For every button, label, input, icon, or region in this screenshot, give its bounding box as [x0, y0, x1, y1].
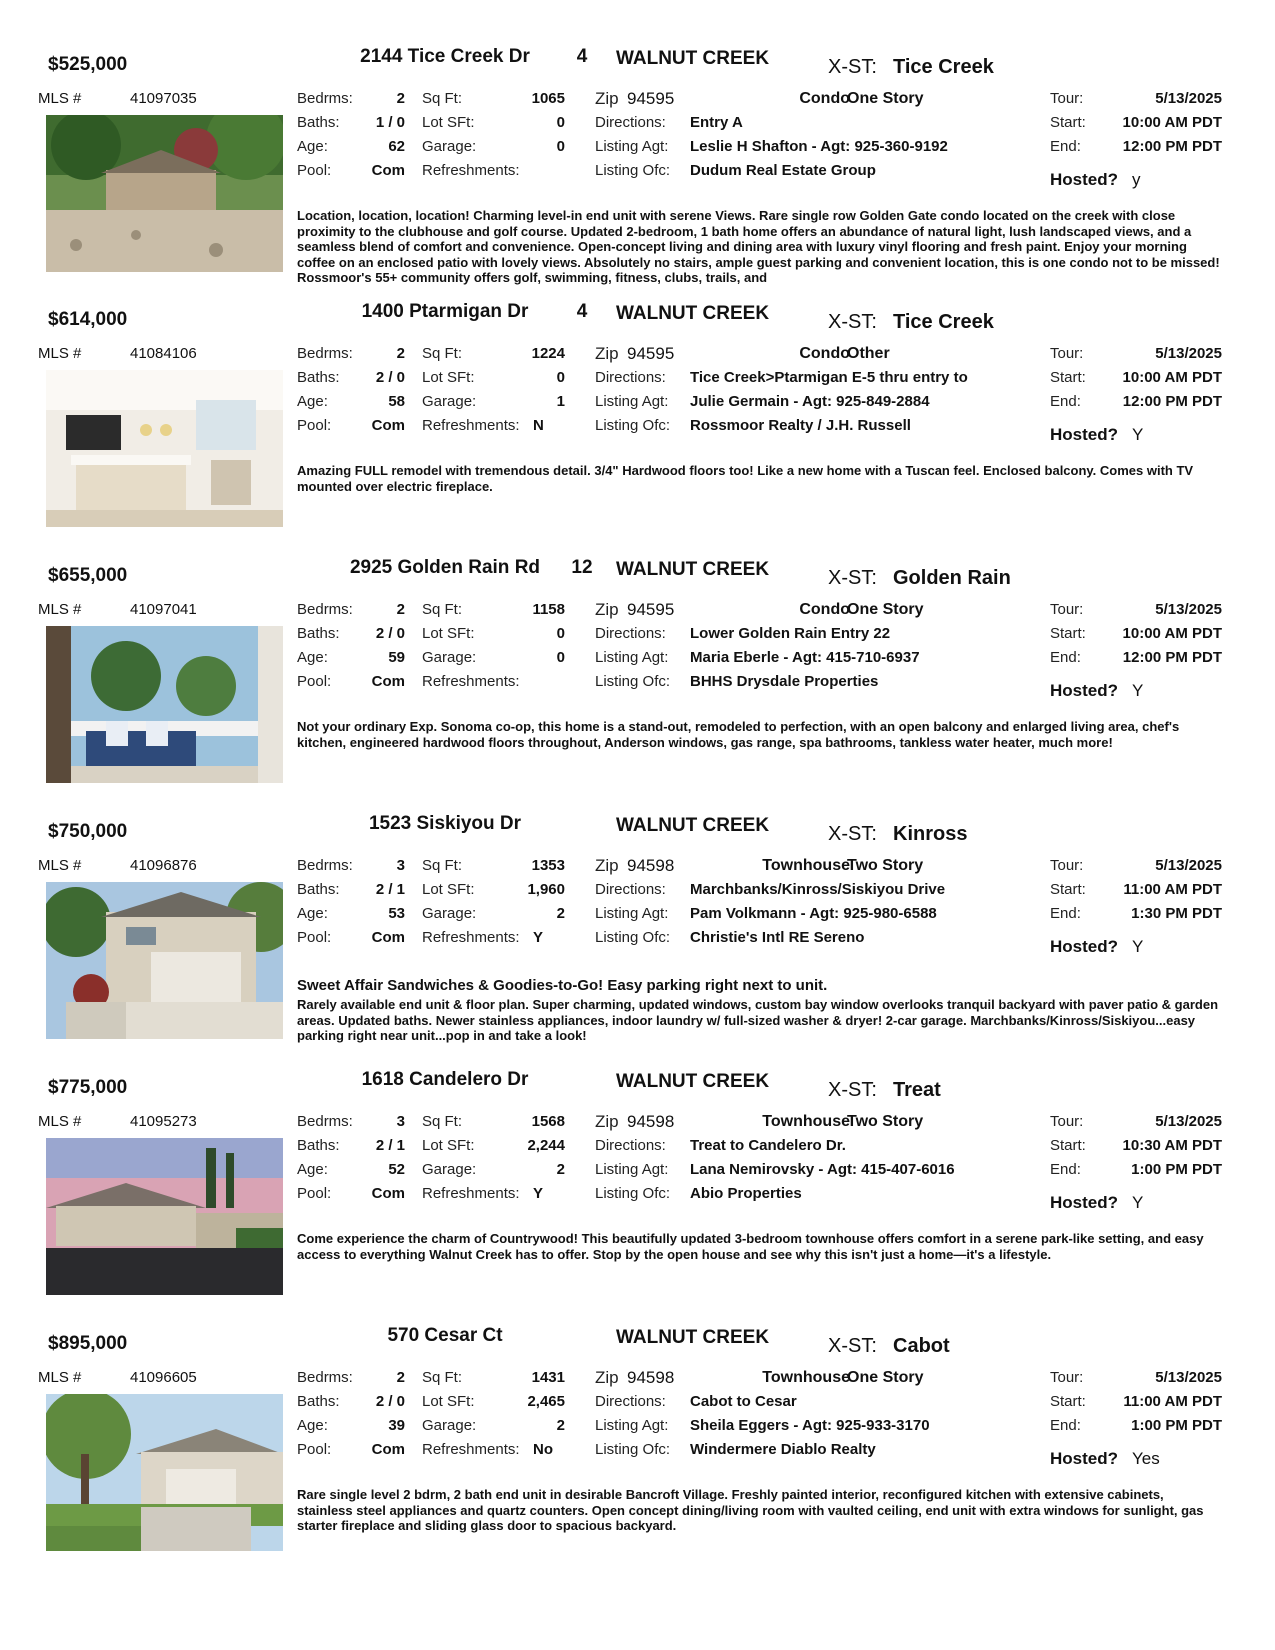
refreshments-value: Y	[533, 929, 544, 946]
pool-label: Pool:	[297, 673, 332, 690]
bedrooms-value: 3	[396, 1113, 405, 1130]
lot-sqft-value: 0	[556, 625, 565, 642]
listing-price: $525,000	[48, 54, 128, 75]
listing-agent-label: Listing Agt:	[595, 905, 669, 922]
lot-sqft-value: 2,244	[527, 1137, 565, 1154]
tour-date-label: Tour:	[1050, 345, 1084, 362]
tour-end-label: End:	[1050, 1417, 1081, 1434]
cross-street-label: X-ST:	[828, 567, 877, 589]
listing-unit: 4	[576, 301, 588, 322]
cross-street-value: Cabot	[893, 1335, 950, 1357]
listing-price: $655,000	[48, 565, 128, 586]
baths-label: Baths:	[297, 625, 340, 642]
property-style: Other	[847, 345, 890, 362]
cross-street-value: Golden Rain	[893, 567, 1011, 589]
lot-sqft-label: Lot SFt:	[422, 1137, 475, 1154]
tour-start-value: 10:00 AM PDT	[1122, 369, 1222, 386]
garage-value: 2	[556, 1161, 565, 1178]
garage-label: Garage:	[422, 138, 477, 155]
bedrooms-label: Bedrms:	[297, 1369, 353, 1386]
refreshments-value: No	[533, 1441, 553, 1458]
mls-number: 41097035	[130, 90, 197, 107]
listing-city: WALNUT CREEK	[616, 1327, 770, 1348]
garage-label: Garage:	[422, 393, 477, 410]
bedrooms-value: 2	[396, 345, 405, 362]
directions-value: Treat to Candelero Dr.	[690, 1137, 846, 1154]
baths-value: 2 / 0	[375, 369, 405, 386]
directions-value: Lower Golden Rain Entry 22	[690, 625, 891, 642]
age-value: 58	[388, 393, 405, 410]
directions-label: Directions:	[595, 625, 666, 642]
pool-value: Com	[371, 1185, 405, 1202]
listing-city: WALNUT CREEK	[616, 303, 770, 324]
listing-office-label: Listing Ofc:	[595, 1441, 671, 1458]
listing-card	[0, 30, 1275, 290]
tour-start-value: 11:00 AM PDT	[1123, 881, 1222, 898]
lot-sqft-label: Lot SFt:	[422, 625, 475, 642]
listing-price: $895,000	[48, 1333, 128, 1354]
pool-label: Pool:	[297, 417, 332, 434]
cross-street-label: X-ST:	[828, 1079, 877, 1101]
zip-value: 94598	[627, 1368, 675, 1387]
listing-card	[0, 541, 1275, 801]
hosted-label: Hosted?	[1050, 681, 1118, 700]
property-type: Condo	[799, 345, 850, 362]
tour-date-label: Tour:	[1050, 1113, 1084, 1130]
pool-value: Com	[371, 1441, 405, 1458]
hosted-value: Yes	[1132, 1449, 1160, 1468]
sqft-value: 1065	[531, 90, 565, 107]
bedrooms-value: 2	[396, 601, 405, 618]
baths-label: Baths:	[297, 114, 340, 131]
cross-street-label: X-ST:	[828, 311, 877, 333]
listing-office-value: Rossmoor Realty / J.H. Russell	[690, 417, 911, 434]
listing-office-value: Abio Properties	[690, 1185, 802, 1202]
property-style: One Story	[847, 1369, 924, 1386]
sqft-label: Sq Ft:	[422, 1113, 463, 1130]
listing-city: WALNUT CREEK	[616, 815, 770, 836]
cross-street-value: Tice Creek	[893, 56, 994, 78]
listing-agent-label: Listing Agt:	[595, 649, 669, 666]
listing-city: WALNUT CREEK	[616, 1071, 770, 1092]
listing-office-label: Listing Ofc:	[595, 417, 671, 434]
sqft-label: Sq Ft:	[422, 601, 463, 618]
zip-value: 94595	[627, 89, 675, 108]
listing-office-value: BHHS Drysdale Properties	[690, 673, 879, 690]
listing-address[interactable]: 2144 Tice Creek Dr	[360, 46, 530, 67]
refreshments-label: Refreshments:	[422, 1441, 520, 1458]
tour-end-label: End:	[1050, 1161, 1081, 1178]
tour-date-value: 5/13/2025	[1155, 1113, 1222, 1130]
property-style: Two Story	[847, 857, 924, 874]
tour-date-label: Tour:	[1050, 90, 1084, 107]
directions-label: Directions:	[595, 369, 666, 386]
listing-photo[interactable]	[46, 626, 283, 783]
baths-label: Baths:	[297, 1393, 340, 1410]
garage-label: Garage:	[422, 905, 477, 922]
refreshments-label: Refreshments:	[422, 673, 520, 690]
listing-office-label: Listing Ofc:	[595, 929, 671, 946]
baths-value: 2 / 1	[375, 1137, 405, 1154]
bedrooms-label: Bedrms:	[297, 345, 353, 362]
tour-date-value: 5/13/2025	[1155, 90, 1222, 107]
age-label: Age:	[297, 1161, 328, 1178]
property-style: Two Story	[847, 1113, 924, 1130]
garage-label: Garage:	[422, 1417, 477, 1434]
tour-end-label: End:	[1050, 905, 1081, 922]
listing-description: Rarely available end unit & floor plan. Super charming, updated windows, custom bay window overlooks tranquil backyard with paver patio & garden areas. Updated baths. Newer stainless appliances, indoor laundry w/ full-sized washer & dryer! 2-car garage. Marchbanks/Kinross/Siskiyou...easy parking right near unit...pop in and take a look!	[297, 997, 1219, 1043]
tour-start-value: 10:00 AM PDT	[1122, 114, 1222, 131]
listing-price: $614,000	[48, 309, 128, 330]
listing-card	[0, 797, 1275, 1057]
hosted-label: Hosted?	[1050, 1193, 1118, 1212]
listing-agent-value: Leslie H Shafton - Agt: 925-360-9192	[690, 138, 948, 155]
zip-label: Zip	[595, 89, 619, 108]
listing-address[interactable]: 1400 Ptarmigan Dr	[361, 301, 529, 322]
property-style: One Story	[847, 601, 924, 618]
refreshments-label: Refreshments:	[422, 929, 520, 946]
age-label: Age:	[297, 1417, 328, 1434]
cross-street-value: Treat	[893, 1079, 941, 1101]
mls-label: MLS #	[38, 1369, 82, 1386]
sqft-label: Sq Ft:	[422, 345, 463, 362]
mls-number: 41096605	[130, 1369, 197, 1386]
garage-label: Garage:	[422, 649, 477, 666]
listing-unit: 4	[576, 46, 588, 67]
baths-label: Baths:	[297, 369, 340, 386]
mls-number: 41095273	[130, 1113, 197, 1130]
listing-card	[0, 285, 1275, 545]
baths-value: 1 / 0	[375, 114, 405, 131]
age-value: 53	[388, 905, 405, 922]
zip-label: Zip	[595, 1112, 619, 1131]
lot-sqft-value: 0	[556, 369, 565, 386]
directions-value: Tice Creek>Ptarmigan E-5 thru entry to	[690, 369, 968, 386]
tour-start-value: 10:30 AM PDT	[1122, 1137, 1222, 1154]
listing-agent-label: Listing Agt:	[595, 138, 669, 155]
age-value: 39	[388, 1417, 405, 1434]
sqft-label: Sq Ft:	[422, 1369, 463, 1386]
sqft-value: 1353	[531, 857, 565, 874]
mls-label: MLS #	[38, 345, 82, 362]
cross-street-label: X-ST:	[828, 1335, 877, 1357]
listing-office-label: Listing Ofc:	[595, 162, 671, 179]
directions-label: Directions:	[595, 1393, 666, 1410]
listing-photo[interactable]	[46, 882, 283, 1039]
tour-start-value: 10:00 AM PDT	[1122, 625, 1222, 642]
hosted-label: Hosted?	[1050, 1449, 1118, 1468]
hosted-label: Hosted?	[1050, 170, 1118, 189]
hosted-value: Y	[1132, 937, 1144, 956]
sqft-value: 1431	[531, 1369, 565, 1386]
cross-street-value: Kinross	[893, 823, 968, 845]
sqft-value: 1568	[531, 1113, 565, 1130]
hosted-value: y	[1132, 170, 1141, 189]
listing-agent-label: Listing Agt:	[595, 1161, 669, 1178]
mls-label: MLS #	[38, 90, 82, 107]
tour-start-label: Start:	[1050, 625, 1086, 642]
listing-agent-value: Lana Nemirovsky - Agt: 415-407-6016	[690, 1161, 955, 1178]
property-style: One Story	[847, 90, 924, 107]
listing-description: Not your ordinary Exp. Sonoma co-op, this home is a stand-out, remodeled to perfection, with an open balcony and enlarged living area, chef's kitchen, engineered hardwood floors throughout, Anderson windows, gas range, spa bathrooms, tankless water heater, much more!	[297, 719, 1180, 750]
garage-value: 2	[556, 1417, 565, 1434]
directions-label: Directions:	[595, 881, 666, 898]
tour-start-label: Start:	[1050, 369, 1086, 386]
pool-value: Com	[371, 417, 405, 434]
listing-price: $750,000	[48, 821, 128, 842]
age-value: 59	[388, 649, 405, 666]
listing-card	[0, 1309, 1275, 1569]
bedrooms-label: Bedrms:	[297, 601, 353, 618]
tour-date-value: 5/13/2025	[1155, 345, 1222, 362]
tour-end-value: 12:00 PM PDT	[1122, 138, 1222, 155]
bedrooms-value: 3	[396, 857, 405, 874]
tour-end-value: 12:00 PM PDT	[1122, 649, 1222, 666]
tour-end-value: 1:00 PM PDT	[1131, 1417, 1222, 1434]
cross-street-label: X-ST:	[828, 56, 877, 78]
tour-end-label: End:	[1050, 138, 1081, 155]
property-type: Townhouse	[762, 857, 850, 874]
lot-sqft-value: 0	[556, 114, 565, 131]
mls-label: MLS #	[38, 857, 82, 874]
garage-value: 0	[556, 138, 565, 155]
listing-city: WALNUT CREEK	[616, 48, 770, 69]
tour-end-value: 1:00 PM PDT	[1131, 1161, 1222, 1178]
tour-date-value: 5/13/2025	[1155, 601, 1222, 618]
hosted-label: Hosted?	[1050, 425, 1118, 444]
hosted-value: Y	[1132, 1193, 1144, 1212]
cross-street-label: X-ST:	[828, 823, 877, 845]
listing-description: Amazing FULL remodel with tremendous detail. 3/4" Hardwood floors too! Like a new home with a Tuscan feel. Enclosed balcony. Comes with TV mounted over electric fireplace.	[297, 463, 1194, 494]
zip-value: 94598	[627, 1112, 675, 1131]
age-label: Age:	[297, 138, 328, 155]
tour-end-value: 12:00 PM PDT	[1122, 393, 1222, 410]
hosted-value: Y	[1132, 681, 1144, 700]
tour-end-value: 1:30 PM PDT	[1131, 905, 1222, 922]
lot-sqft-label: Lot SFt:	[422, 881, 475, 898]
directions-value: Cabot to Cesar	[690, 1393, 797, 1410]
property-type: Townhouse	[762, 1113, 850, 1130]
listing-photo[interactable]	[46, 1138, 283, 1295]
refreshments-label: Refreshments:	[422, 1185, 520, 1202]
listing-description: Rare single level 2 bdrm, 2 bath end unit in desirable Bancroft Village. Freshly painted interior, reconfigured kitchen with extensive cabinets, stainless steel appliances and quartz counters. Open concept dining/living room with vaulted ceiling, end unit with extra windows for sunlight, gas starter fireplace and sliding glass door to spacious backyard.	[297, 1487, 1204, 1533]
lot-sqft-label: Lot SFt:	[422, 369, 475, 386]
listing-agent-value: Maria Eberle - Agt: 415-710-6937	[690, 649, 920, 666]
lot-sqft-value: 1,960	[527, 881, 565, 898]
listing-agent-label: Listing Agt:	[595, 393, 669, 410]
baths-label: Baths:	[297, 1137, 340, 1154]
pool-label: Pool:	[297, 929, 332, 946]
property-type: Condo	[799, 601, 850, 618]
zip-value: 94595	[627, 344, 675, 363]
tour-date-value: 5/13/2025	[1155, 857, 1222, 874]
tour-start-label: Start:	[1050, 114, 1086, 131]
refreshments-value: Y	[533, 1185, 544, 1202]
baths-value: 2 / 0	[375, 1393, 405, 1410]
directions-label: Directions:	[595, 1137, 666, 1154]
garage-label: Garage:	[422, 1161, 477, 1178]
tour-start-value: 11:00 AM PDT	[1123, 1393, 1222, 1410]
pool-label: Pool:	[297, 1441, 332, 1458]
tour-date-value: 5/13/2025	[1155, 1369, 1222, 1386]
listing-card	[0, 1053, 1275, 1313]
tour-start-label: Start:	[1050, 881, 1086, 898]
refreshments-label: Refreshments:	[422, 417, 520, 434]
directions-value: Entry A	[690, 114, 743, 131]
listing-address[interactable]: 1618 Candelero Dr	[361, 1069, 529, 1090]
bedrooms-value: 2	[396, 90, 405, 107]
baths-label: Baths:	[297, 881, 340, 898]
listing-agent-value: Sheila Eggers - Agt: 925-933-3170	[690, 1417, 930, 1434]
listing-office-value: Dudum Real Estate Group	[690, 162, 876, 179]
bedrooms-label: Bedrms:	[297, 1113, 353, 1130]
zip-label: Zip	[595, 344, 619, 363]
listing-photo[interactable]	[46, 370, 283, 527]
age-label: Age:	[297, 905, 328, 922]
cross-street-value: Tice Creek	[893, 311, 994, 333]
mls-number: 41084106	[130, 345, 197, 362]
garage-value: 2	[556, 905, 565, 922]
listing-agent-label: Listing Agt:	[595, 1417, 669, 1434]
listing-office-label: Listing Ofc:	[595, 1185, 671, 1202]
lot-sqft-label: Lot SFt:	[422, 114, 475, 131]
pool-value: Com	[371, 673, 405, 690]
lot-sqft-value: 2,465	[527, 1393, 565, 1410]
tour-date-label: Tour:	[1050, 857, 1084, 874]
bedrooms-label: Bedrms:	[297, 90, 353, 107]
mls-label: MLS #	[38, 1113, 82, 1130]
sqft-value: 1224	[531, 345, 565, 362]
pool-label: Pool:	[297, 1185, 332, 1202]
lot-sqft-label: Lot SFt:	[422, 1393, 475, 1410]
pool-label: Pool:	[297, 162, 332, 179]
listing-description: Location, location, location! Charming level-in end unit with serene Views. Rare single row Golden Gate condo located on the creek with close proximity to the clubhouse and golf course. Updated 2-bedroom, 1 bath home offers an abundance of natural light, lush landscaped views, and a seamless blend of comfort and convenience. Open-concept living and dining area with luxury vinyl flooring and fresh paint. Enjoy your morning coffee on an enclosed patio with lovely views. Absolutely no stairs, ample guest parking and convenient location, this is one condo not to be missed! Rossmoor's 55+ community offers golf, swimming, fitness, clubs, trails, and	[297, 208, 1220, 285]
directions-value: Marchbanks/Kinross/Siskiyou Drive	[690, 881, 946, 898]
listing-office-label: Listing Ofc:	[595, 673, 671, 690]
listing-address[interactable]: 570 Cesar Ct	[387, 1325, 503, 1346]
zip-label: Zip	[595, 1368, 619, 1387]
listing-office-value: Christie's Intl RE Sereno	[690, 929, 865, 946]
listing-address[interactable]: 2925 Golden Rain Rd	[349, 557, 541, 578]
mls-label: MLS #	[38, 601, 82, 618]
hosted-label: Hosted?	[1050, 937, 1118, 956]
refreshments-value: N	[533, 417, 544, 434]
zip-label: Zip	[595, 856, 619, 875]
listing-unit: 12	[571, 557, 593, 578]
bedrooms-value: 2	[396, 1369, 405, 1386]
zip-value: 94598	[627, 856, 675, 875]
mls-number: 41096876	[130, 857, 197, 874]
age-label: Age:	[297, 649, 328, 666]
zip-value: 94595	[627, 600, 675, 619]
tour-end-label: End:	[1050, 649, 1081, 666]
zip-label: Zip	[595, 600, 619, 619]
age-value: 62	[388, 138, 405, 155]
property-type: Townhouse	[762, 1369, 850, 1386]
listing-office-value: Windermere Diablo Realty	[690, 1441, 876, 1458]
listing-photo[interactable]	[46, 115, 283, 272]
pool-value: Com	[371, 162, 405, 179]
baths-value: 2 / 1	[375, 881, 405, 898]
property-type: Condo	[799, 90, 850, 107]
listing-note: Sweet Affair Sandwiches & Goodies-to-Go! Easy parking right next to unit.	[297, 977, 828, 994]
age-label: Age:	[297, 393, 328, 410]
bedrooms-label: Bedrms:	[297, 857, 353, 874]
listing-description: Come experience the charm of Countrywood! This beautifully updated 3-bedroom townhouse offers comfort in a serene park-like setting, and easy access to everything Walnut Creek has to offer. Stop by the open house and see why this isn't just a home—it's a lifestyle.	[297, 1231, 1204, 1262]
tour-date-label: Tour:	[1050, 601, 1084, 618]
baths-value: 2 / 0	[375, 625, 405, 642]
tour-start-label: Start:	[1050, 1137, 1086, 1154]
tour-end-label: End:	[1050, 393, 1081, 410]
mls-number: 41097041	[130, 601, 197, 618]
sqft-label: Sq Ft:	[422, 857, 463, 874]
listing-city: WALNUT CREEK	[616, 559, 770, 580]
garage-value: 0	[556, 649, 565, 666]
listing-agent-value: Pam Volkmann - Agt: 925-980-6588	[690, 905, 937, 922]
listing-agent-value: Julie Germain - Agt: 925-849-2884	[690, 393, 930, 410]
directions-label: Directions:	[595, 114, 666, 131]
listing-address[interactable]: 1523 Siskiyou Dr	[368, 813, 522, 834]
sqft-label: Sq Ft:	[422, 90, 463, 107]
tour-date-label: Tour:	[1050, 1369, 1084, 1386]
sqft-value: 1158	[532, 601, 565, 618]
tour-start-label: Start:	[1050, 1393, 1086, 1410]
age-value: 52	[388, 1161, 405, 1178]
listing-photo[interactable]	[46, 1394, 283, 1551]
refreshments-label: Refreshments:	[422, 162, 520, 179]
pool-value: Com	[371, 929, 405, 946]
garage-value: 1	[556, 393, 565, 410]
listing-price: $775,000	[48, 1077, 128, 1098]
hosted-value: Y	[1132, 425, 1144, 444]
